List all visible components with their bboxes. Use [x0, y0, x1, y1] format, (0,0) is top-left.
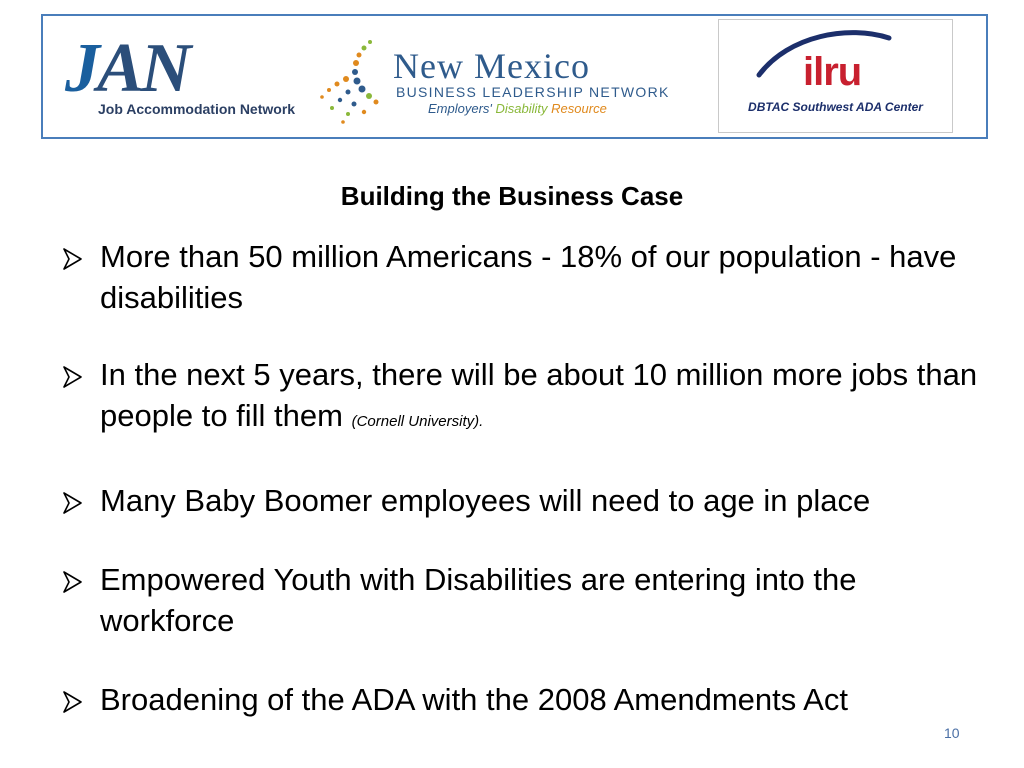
jan-wordmark: JAN [65, 30, 189, 107]
arrow-bullet-icon [62, 691, 84, 713]
citation: (Cornell University). [351, 413, 484, 430]
slide-title: Building the Business Case [340, 181, 684, 211]
nm-title: New Mexico [393, 46, 590, 86]
nm-subtitle: BUSINESS LEADERSHIP NETWORK [396, 84, 670, 100]
arrow-bullet-icon [62, 248, 84, 270]
bullet-item: In the next 5 years, there will be about 10 million more jobs than people to fill them (Cornell University). [60, 354, 980, 442]
bullet-item: Many Baby Boomer employees will need to age in place [60, 480, 980, 521]
ilru-logo [718, 19, 953, 133]
logo-banner [41, 14, 988, 139]
bullet-item: Broadening of the ADA with the 2008 Amendments Act [60, 679, 980, 720]
jan-logo [65, 30, 325, 129]
nm-tagline: Employers' Disability Resource [428, 101, 607, 116]
arrow-bullet-icon [62, 492, 84, 514]
ilru-wordmark: ilru [803, 50, 862, 94]
dots-swirl-icon [318, 34, 393, 129]
arrow-bullet-icon [62, 571, 84, 593]
ilru-caption: DBTAC Southwest ADA Center [748, 100, 923, 114]
bullet-list [60, 236, 980, 720]
page-number: 10 [944, 725, 960, 741]
new-mexico-bln-logo [318, 34, 718, 129]
arrow-bullet-icon [62, 366, 84, 388]
bullet-item: More than 50 million Americans - 18% of our population - have disabilities [60, 236, 980, 318]
jan-subtitle: Job Accommodation Network [98, 101, 296, 117]
bullet-item: Empowered Youth with Disabilities are entering into the workforce [60, 559, 980, 641]
